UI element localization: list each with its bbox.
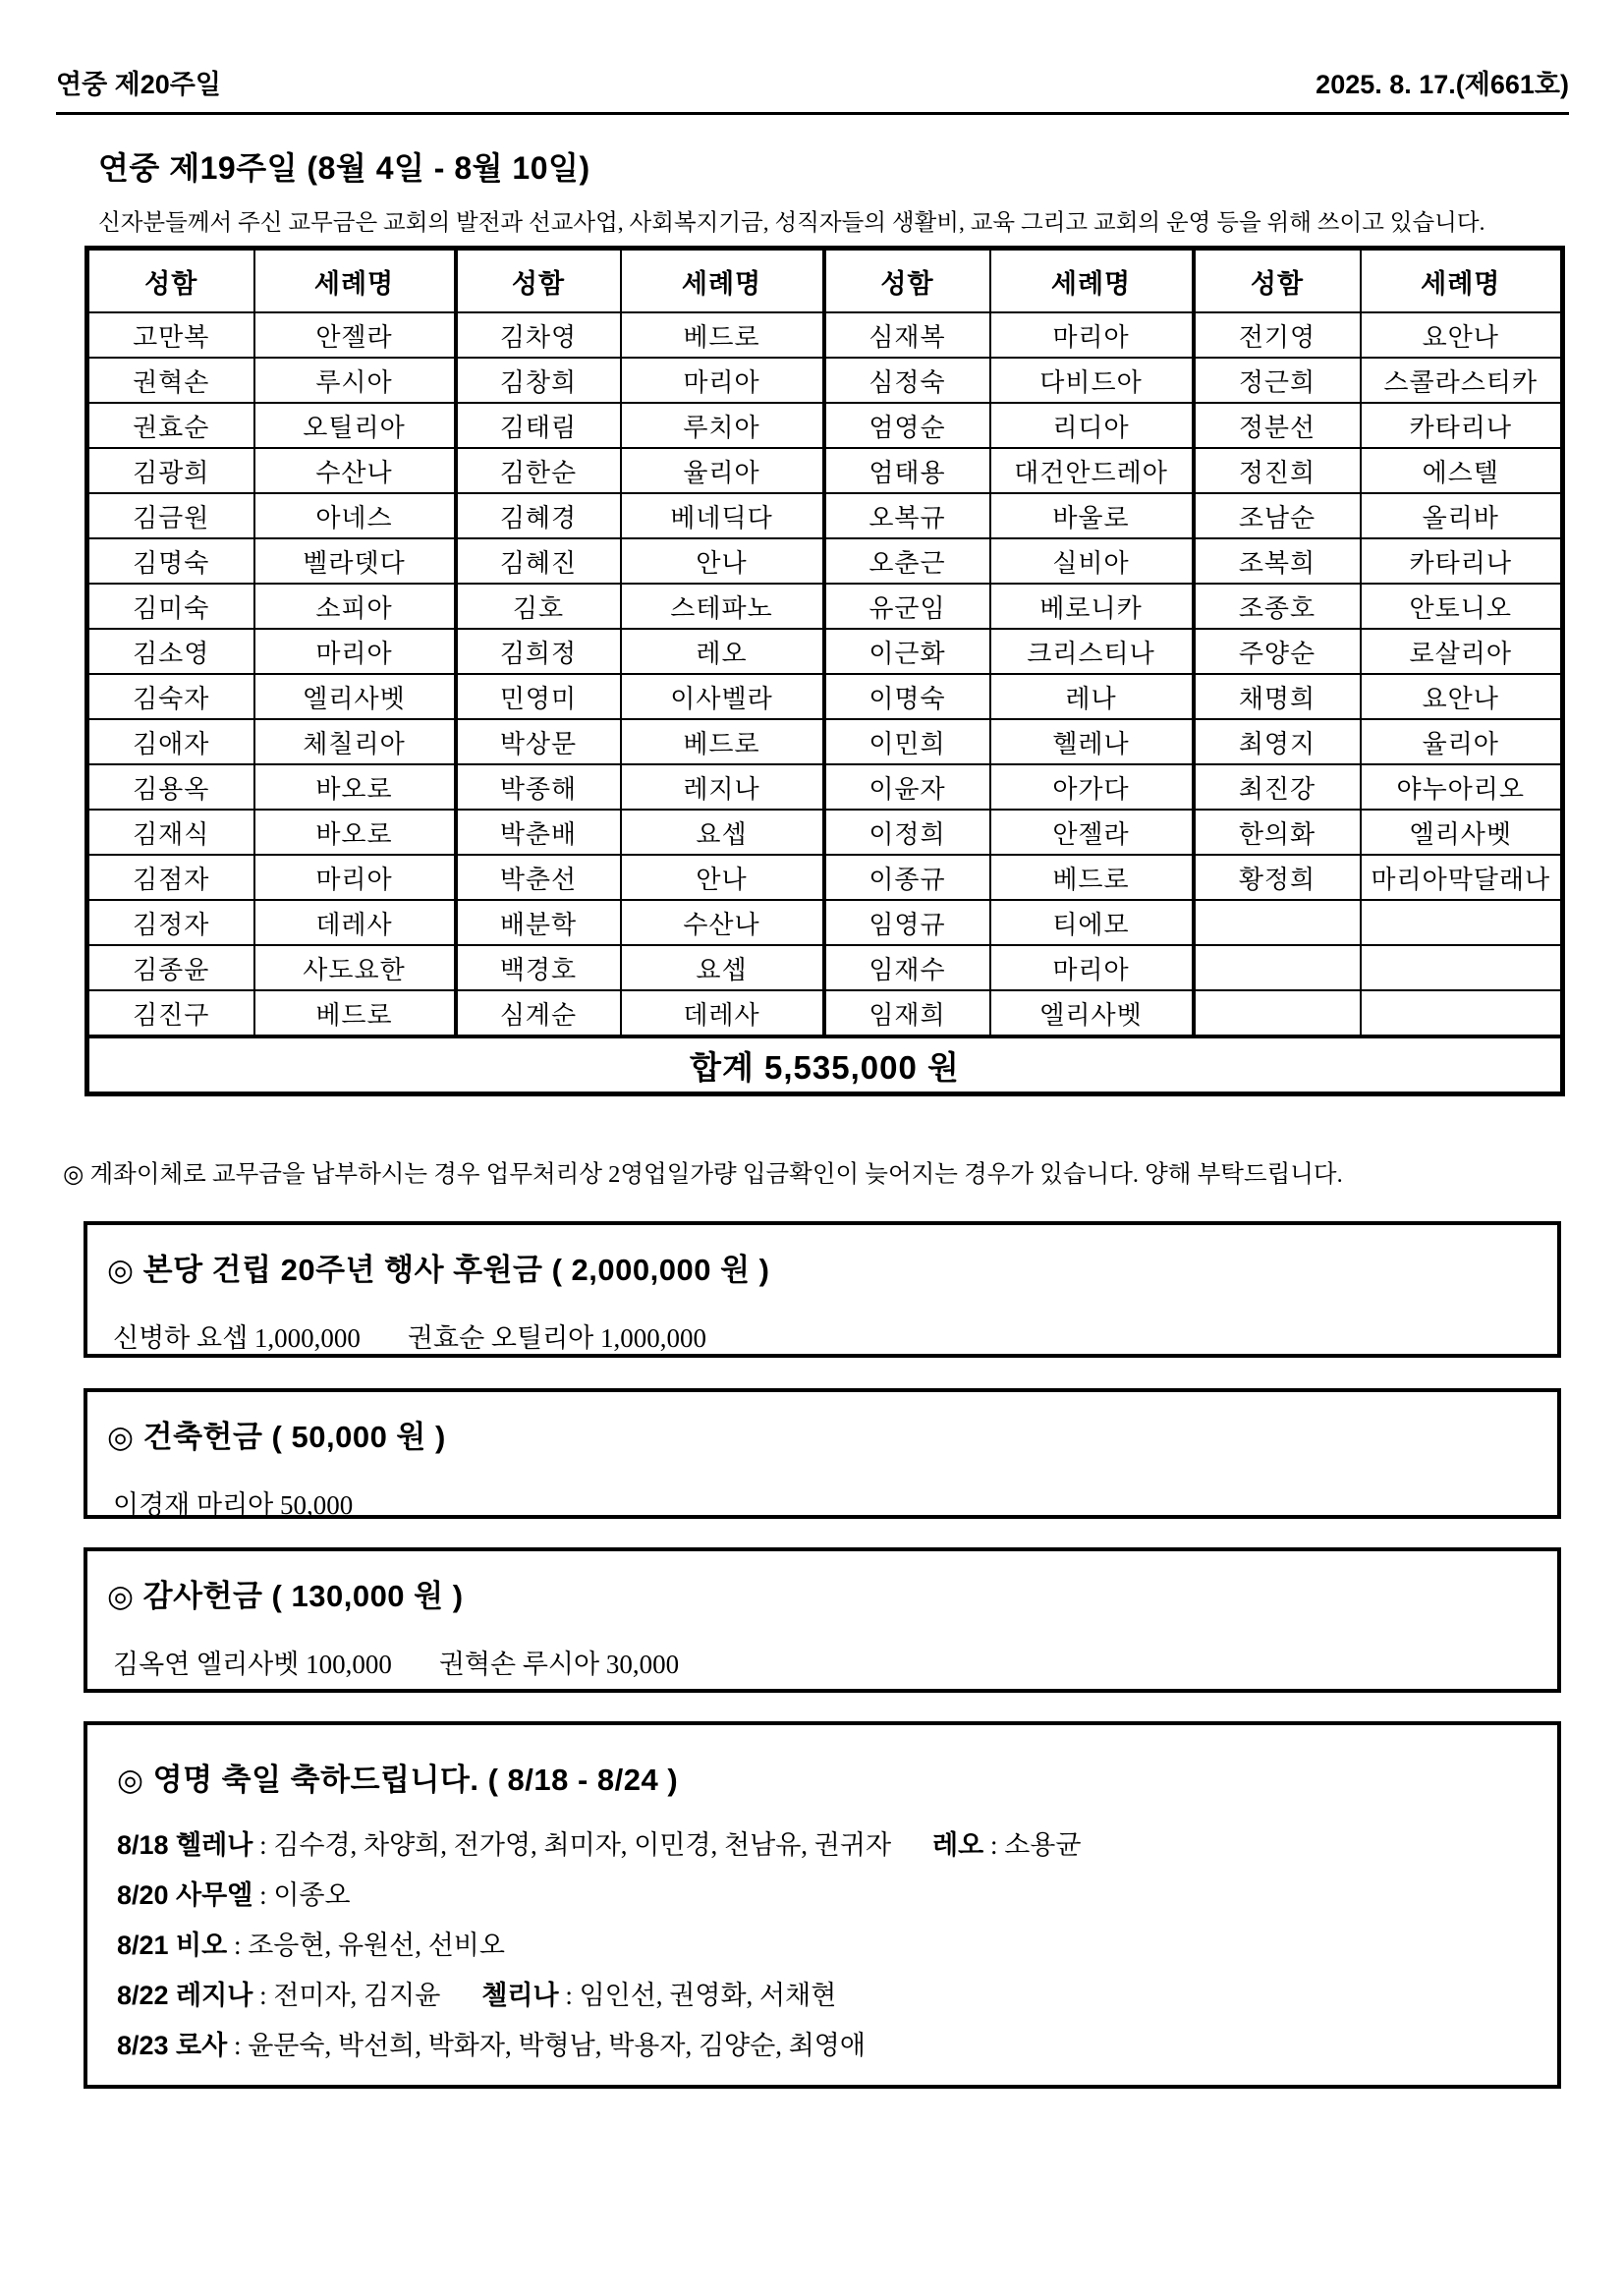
member-name-cell: 주양순 <box>1194 629 1361 674</box>
donation-entry: 이경재 마리아 50,000 <box>113 1490 354 1520</box>
member-name-cell: 최진강 <box>1194 764 1361 810</box>
member-name-cell: 김태림 <box>456 403 621 448</box>
member-name-cell: 심재복 <box>824 312 990 358</box>
table-header-row <box>87 249 1563 313</box>
member-name-cell: 김한순 <box>456 448 621 493</box>
feast-saint-label: 8/20 사무엘 <box>117 1880 253 1910</box>
feast-lines <box>117 1820 1557 2071</box>
column-header: 세례명 <box>621 249 824 313</box>
column-header: 세례명 <box>990 249 1194 313</box>
baptismal-name-cell: 사도요한 <box>254 945 456 990</box>
table-row <box>87 403 1563 448</box>
column-header: 세례명 <box>254 249 456 313</box>
donation-entry: 신병하 요셉 1,000,000 <box>113 1323 361 1353</box>
member-name-cell: 조남순 <box>1194 493 1361 538</box>
member-name-cell: 이근화 <box>824 629 990 674</box>
baptismal-name-cell <box>1361 990 1563 1036</box>
member-name-cell: 이종규 <box>824 855 990 900</box>
baptismal-name-cell: 레나 <box>990 674 1194 719</box>
table-row <box>87 900 1563 945</box>
feast-saint-label: 8/18 헬레나 <box>117 1830 253 1860</box>
page-header <box>56 63 1569 115</box>
total-row <box>87 1036 1563 1094</box>
feast-group: 8/18 헬레나 : 김수경, 차양희, 전가영, 최미자, 이민경, 천남유, 권귀자 <box>117 1830 892 1860</box>
baptismal-name-cell: 카타리나 <box>1361 538 1563 584</box>
member-name-cell: 임재수 <box>824 945 990 990</box>
table-row <box>87 810 1563 855</box>
member-name-cell: 백경호 <box>456 945 621 990</box>
baptismal-name-cell: 벨라뎃다 <box>254 538 456 584</box>
feast-saint-label: 8/21 비오 <box>117 1931 228 1960</box>
member-name-cell: 김점자 <box>87 855 254 900</box>
member-name-cell: 박종해 <box>456 764 621 810</box>
feast-saint-label: 첼리나 <box>481 1981 559 2010</box>
member-name-cell: 이민희 <box>824 719 990 764</box>
member-name-cell: 권효순 <box>87 403 254 448</box>
feast-line <box>117 1921 1557 1971</box>
member-name-cell: 조종호 <box>1194 584 1361 629</box>
table-row <box>87 990 1563 1036</box>
baptismal-name-cell: 엘리사벳 <box>1361 810 1563 855</box>
box-entries <box>113 1316 1557 1355</box>
donation-entry: 권효순 오틸리아 1,000,000 <box>407 1323 706 1353</box>
baptismal-name-cell: 실비아 <box>990 538 1194 584</box>
baptismal-name-cell: 베네딕다 <box>621 493 824 538</box>
baptismal-name-cell: 소피아 <box>254 584 456 629</box>
feast-line <box>117 1971 1557 2021</box>
member-name-cell: 이정희 <box>824 810 990 855</box>
member-name-cell: 전기영 <box>1194 312 1361 358</box>
table-row <box>87 764 1563 810</box>
offering-table-body <box>87 312 1563 1036</box>
baptismal-name-cell: 루시아 <box>254 358 456 403</box>
member-name-cell: 김광희 <box>87 448 254 493</box>
baptismal-name-cell: 요셉 <box>621 945 824 990</box>
baptismal-name-cell: 엘리사벳 <box>254 674 456 719</box>
member-name-cell: 김차영 <box>456 312 621 358</box>
member-name-cell: 채명희 <box>1194 674 1361 719</box>
column-header: 성함 <box>824 249 990 313</box>
feast-line <box>117 1820 1557 1871</box>
baptismal-name-cell: 리디아 <box>990 403 1194 448</box>
baptismal-name-cell: 안나 <box>621 538 824 584</box>
baptismal-name-cell: 레지나 <box>621 764 824 810</box>
member-name-cell: 최영지 <box>1194 719 1361 764</box>
baptismal-name-cell: 베로니카 <box>990 584 1194 629</box>
baptismal-name-cell: 안토니오 <box>1361 584 1563 629</box>
baptismal-name-cell: 아네스 <box>254 493 456 538</box>
offering-description: 신자분들께서 주신 교무금은 교회의 발전과 선교사업, 사회복지기금, 성직자들의 생활비, 교육 그리고 교회의 운영 등을 위해 쓰이고 있습니다. <box>98 210 1485 236</box>
member-name-cell <box>1194 945 1361 990</box>
baptismal-name-cell: 베드로 <box>621 312 824 358</box>
transfer-note: ◎ 계좌이체로 교무금을 납부하시는 경우 업무처리상 2영업일가량 입금확인이 늦어지는 경우가 있습니다. 양해 부탁드립니다. <box>63 1161 1343 1188</box>
baptismal-name-cell: 이사벨라 <box>621 674 824 719</box>
member-name-cell: 김소영 <box>87 629 254 674</box>
member-name-cell: 조복희 <box>1194 538 1361 584</box>
baptismal-name-cell: 다비드아 <box>990 358 1194 403</box>
table-row <box>87 448 1563 493</box>
member-name-cell: 김숙자 <box>87 674 254 719</box>
member-name-cell: 정진희 <box>1194 448 1361 493</box>
feast-group: 8/21 비오 : 조응현, 유원선, 선비오 <box>117 1931 505 1960</box>
table-row <box>87 312 1563 358</box>
box-title: ◎ 영명 축일 축하드립니다. ( 8/18 - 8/24 ) <box>117 1763 679 1797</box>
total-amount: 합계 5,535,000 원 <box>87 1036 1563 1094</box>
baptismal-name-cell: 요안나 <box>1361 312 1563 358</box>
member-name-cell: 심정숙 <box>824 358 990 403</box>
baptismal-name-cell: 마리아 <box>254 855 456 900</box>
baptismal-name-cell: 안젤라 <box>254 312 456 358</box>
member-name-cell: 김명숙 <box>87 538 254 584</box>
baptismal-name-cell: 에스텔 <box>1361 448 1563 493</box>
member-name-cell: 권혁손 <box>87 358 254 403</box>
member-name-cell: 이윤자 <box>824 764 990 810</box>
baptismal-name-cell: 바오로 <box>254 764 456 810</box>
baptismal-name-cell: 올리바 <box>1361 493 1563 538</box>
feast-group: 8/20 사무엘 : 이종오 <box>117 1880 351 1910</box>
table-row <box>87 358 1563 403</box>
baptismal-name-cell: 바오로 <box>254 810 456 855</box>
section-title: 연중 제19주일 (8월 4일 - 8월 10일) <box>98 150 590 186</box>
feast-saint-label: 8/23 로사 <box>117 2031 228 2060</box>
member-name-cell <box>1194 990 1361 1036</box>
member-name-cell: 오춘근 <box>824 538 990 584</box>
member-name-cell: 박춘배 <box>456 810 621 855</box>
column-header: 성함 <box>1194 249 1361 313</box>
member-name-cell: 한의화 <box>1194 810 1361 855</box>
member-name-cell: 임영규 <box>824 900 990 945</box>
baptismal-name-cell: 헬레나 <box>990 719 1194 764</box>
member-name-cell: 고만복 <box>87 312 254 358</box>
box-title: ◎ 건축헌금 ( 50,000 원 ) <box>107 1420 446 1454</box>
member-name-cell: 김창희 <box>456 358 621 403</box>
box-title: ◎ 감사헌금 ( 130,000 원 ) <box>107 1579 464 1613</box>
baptismal-name-cell: 데레사 <box>254 900 456 945</box>
member-name-cell: 김희정 <box>456 629 621 674</box>
member-name-cell: 정근희 <box>1194 358 1361 403</box>
offering-table <box>84 246 1565 1096</box>
member-name-cell: 김종윤 <box>87 945 254 990</box>
baptismal-name-cell: 율리아 <box>1361 719 1563 764</box>
box-entries <box>113 1643 1557 1681</box>
feast-saint-label: 8/22 레지나 <box>117 1981 253 2010</box>
baptismal-name-cell: 스테파노 <box>621 584 824 629</box>
thanksgiving-fund-box <box>84 1547 1561 1693</box>
baptismal-name-cell: 티에모 <box>990 900 1194 945</box>
table-row <box>87 674 1563 719</box>
member-name-cell: 김금원 <box>87 493 254 538</box>
table-row <box>87 945 1563 990</box>
baptismal-name-cell: 스콜라스티카 <box>1361 358 1563 403</box>
member-name-cell: 김애자 <box>87 719 254 764</box>
donation-entry: 김옥연 엘리사벳 100,000 <box>113 1650 392 1679</box>
member-name-cell: 김혜진 <box>456 538 621 584</box>
baptismal-name-cell: 마리아 <box>990 312 1194 358</box>
member-name-cell: 박춘선 <box>456 855 621 900</box>
member-name-cell: 정분선 <box>1194 403 1361 448</box>
feast-group: 8/22 레지나 : 전미자, 김지윤 <box>117 1981 441 2010</box>
member-name-cell: 김호 <box>456 584 621 629</box>
building-fund-box <box>84 1388 1561 1519</box>
baptismal-name-cell: 마리아 <box>621 358 824 403</box>
baptismal-name-cell: 베드로 <box>621 719 824 764</box>
donation-entry: 권혁손 루시아 30,000 <box>438 1650 680 1679</box>
table-row <box>87 584 1563 629</box>
box-title: ◎ 본당 건립 20주년 행사 후원금 ( 2,000,000 원 ) <box>107 1253 770 1287</box>
column-header: 세례명 <box>1361 249 1563 313</box>
member-name-cell: 김진구 <box>87 990 254 1036</box>
baptismal-name-cell <box>1361 945 1563 990</box>
member-name-cell: 황정희 <box>1194 855 1361 900</box>
column-header: 성함 <box>87 249 254 313</box>
member-name-cell: 임재희 <box>824 990 990 1036</box>
member-name-cell: 이명숙 <box>824 674 990 719</box>
feast-line <box>117 1871 1557 1921</box>
baptismal-name-cell: 로살리아 <box>1361 629 1563 674</box>
baptismal-name-cell <box>1361 900 1563 945</box>
anniversary-donation-box <box>84 1221 1561 1358</box>
baptismal-name-cell: 수산나 <box>621 900 824 945</box>
feast-line <box>117 2021 1557 2071</box>
member-name-cell: 심계순 <box>456 990 621 1036</box>
baptismal-name-cell: 수산나 <box>254 448 456 493</box>
table-row <box>87 538 1563 584</box>
member-name-cell: 김정자 <box>87 900 254 945</box>
baptismal-name-cell: 베드로 <box>254 990 456 1036</box>
baptismal-name-cell: 데레사 <box>621 990 824 1036</box>
member-name-cell: 김미숙 <box>87 584 254 629</box>
baptismal-name-cell: 아가다 <box>990 764 1194 810</box>
running-title: 연중 제20주일 <box>56 70 221 99</box>
table-row <box>87 855 1563 900</box>
baptismal-name-cell: 레오 <box>621 629 824 674</box>
feast-group: 첼리나 : 임인선, 권영화, 서채현 <box>481 1981 837 2010</box>
baptismal-name-cell: 안나 <box>621 855 824 900</box>
member-name-cell: 배분학 <box>456 900 621 945</box>
member-name-cell <box>1194 900 1361 945</box>
baptismal-name-cell: 크리스티나 <box>990 629 1194 674</box>
baptismal-name-cell: 요안나 <box>1361 674 1563 719</box>
member-name-cell: 엄태용 <box>824 448 990 493</box>
baptismal-name-cell: 오틸리아 <box>254 403 456 448</box>
member-name-cell: 김용옥 <box>87 764 254 810</box>
column-header: 성함 <box>456 249 621 313</box>
baptismal-name-cell: 마리아막달래나 <box>1361 855 1563 900</box>
feast-day-box <box>84 1721 1561 2089</box>
member-name-cell: 김혜경 <box>456 493 621 538</box>
baptismal-name-cell: 베드로 <box>990 855 1194 900</box>
baptismal-name-cell: 대건안드레아 <box>990 448 1194 493</box>
member-name-cell: 박상문 <box>456 719 621 764</box>
table-row <box>87 493 1563 538</box>
box-entries <box>113 1484 1557 1522</box>
member-name-cell: 김재식 <box>87 810 254 855</box>
baptismal-name-cell: 바울로 <box>990 493 1194 538</box>
member-name-cell: 오복규 <box>824 493 990 538</box>
baptismal-name-cell: 율리아 <box>621 448 824 493</box>
feast-group: 레오 : 소용균 <box>932 1830 1082 1860</box>
baptismal-name-cell: 체칠리아 <box>254 719 456 764</box>
member-name-cell: 유군임 <box>824 584 990 629</box>
baptismal-name-cell: 루치아 <box>621 403 824 448</box>
feast-group: 8/23 로사 : 윤문숙, 박선희, 박화자, 박형남, 박용자, 김양순, 최영애 <box>117 2031 866 2060</box>
baptismal-name-cell: 카타리나 <box>1361 403 1563 448</box>
member-name-cell: 엄영순 <box>824 403 990 448</box>
issue-date: 2025. 8. 17.(제661호) <box>1316 70 1569 99</box>
baptismal-name-cell: 요셉 <box>621 810 824 855</box>
baptismal-name-cell: 엘리사벳 <box>990 990 1194 1036</box>
baptismal-name-cell: 안젤라 <box>990 810 1194 855</box>
table-row <box>87 629 1563 674</box>
member-name-cell: 민영미 <box>456 674 621 719</box>
table-row <box>87 719 1563 764</box>
baptismal-name-cell: 마리아 <box>254 629 456 674</box>
baptismal-name-cell: 마리아 <box>990 945 1194 990</box>
feast-saint-label: 레오 <box>932 1830 984 1860</box>
baptismal-name-cell: 야누아리오 <box>1361 764 1563 810</box>
